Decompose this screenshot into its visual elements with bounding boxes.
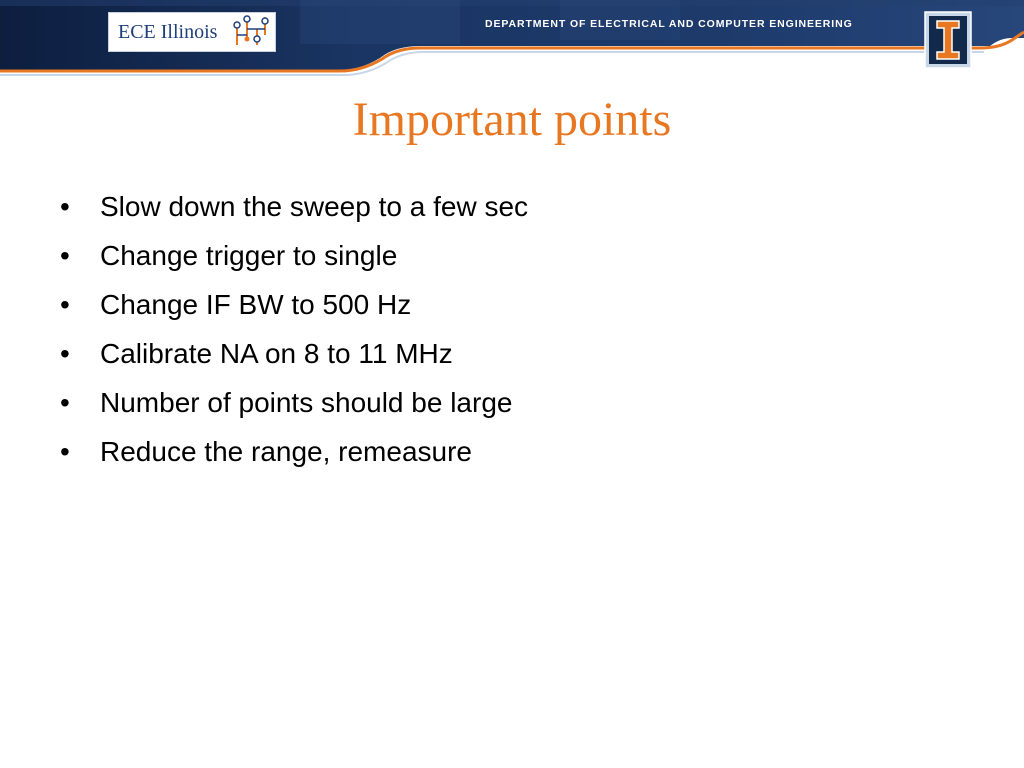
bullet-item [60,281,528,330]
bullet-glyph: • [60,436,70,467]
bullet-list [60,183,528,477]
bullet-text: Change IF BW to 500 Hz [100,289,412,320]
bullet-text: Calibrate NA on 8 to 11 MHz [100,338,453,369]
bullet-glyph: • [60,289,70,320]
ece-illinois-logo[interactable] [108,12,276,52]
logo-label: ECE Illinois [118,21,218,43]
bullet-text: Change trigger to single [100,240,398,271]
slide-title: Important points [352,93,672,146]
bullet-glyph: • [60,387,70,418]
bullet-item [60,330,528,379]
department-name: DEPARTMENT OF ELECTRICAL AND COMPUTER ENGINEERING [485,18,853,30]
illinois-i-seal-icon[interactable] [924,11,972,69]
bullet-item [60,379,528,428]
bullet-text: Reduce the range, remeasure [100,436,472,467]
bullet-text: Slow down the sweep to a few sec [100,191,529,222]
bullet-item [60,428,528,477]
bullet-item [60,183,528,232]
bullet-glyph: • [60,191,70,222]
bullet-glyph: • [60,338,70,369]
circuit-nodes-icon [231,15,271,49]
bullet-text: Number of points should be large [100,387,513,418]
bullet-glyph: • [60,240,70,271]
bullet-item [60,232,528,281]
